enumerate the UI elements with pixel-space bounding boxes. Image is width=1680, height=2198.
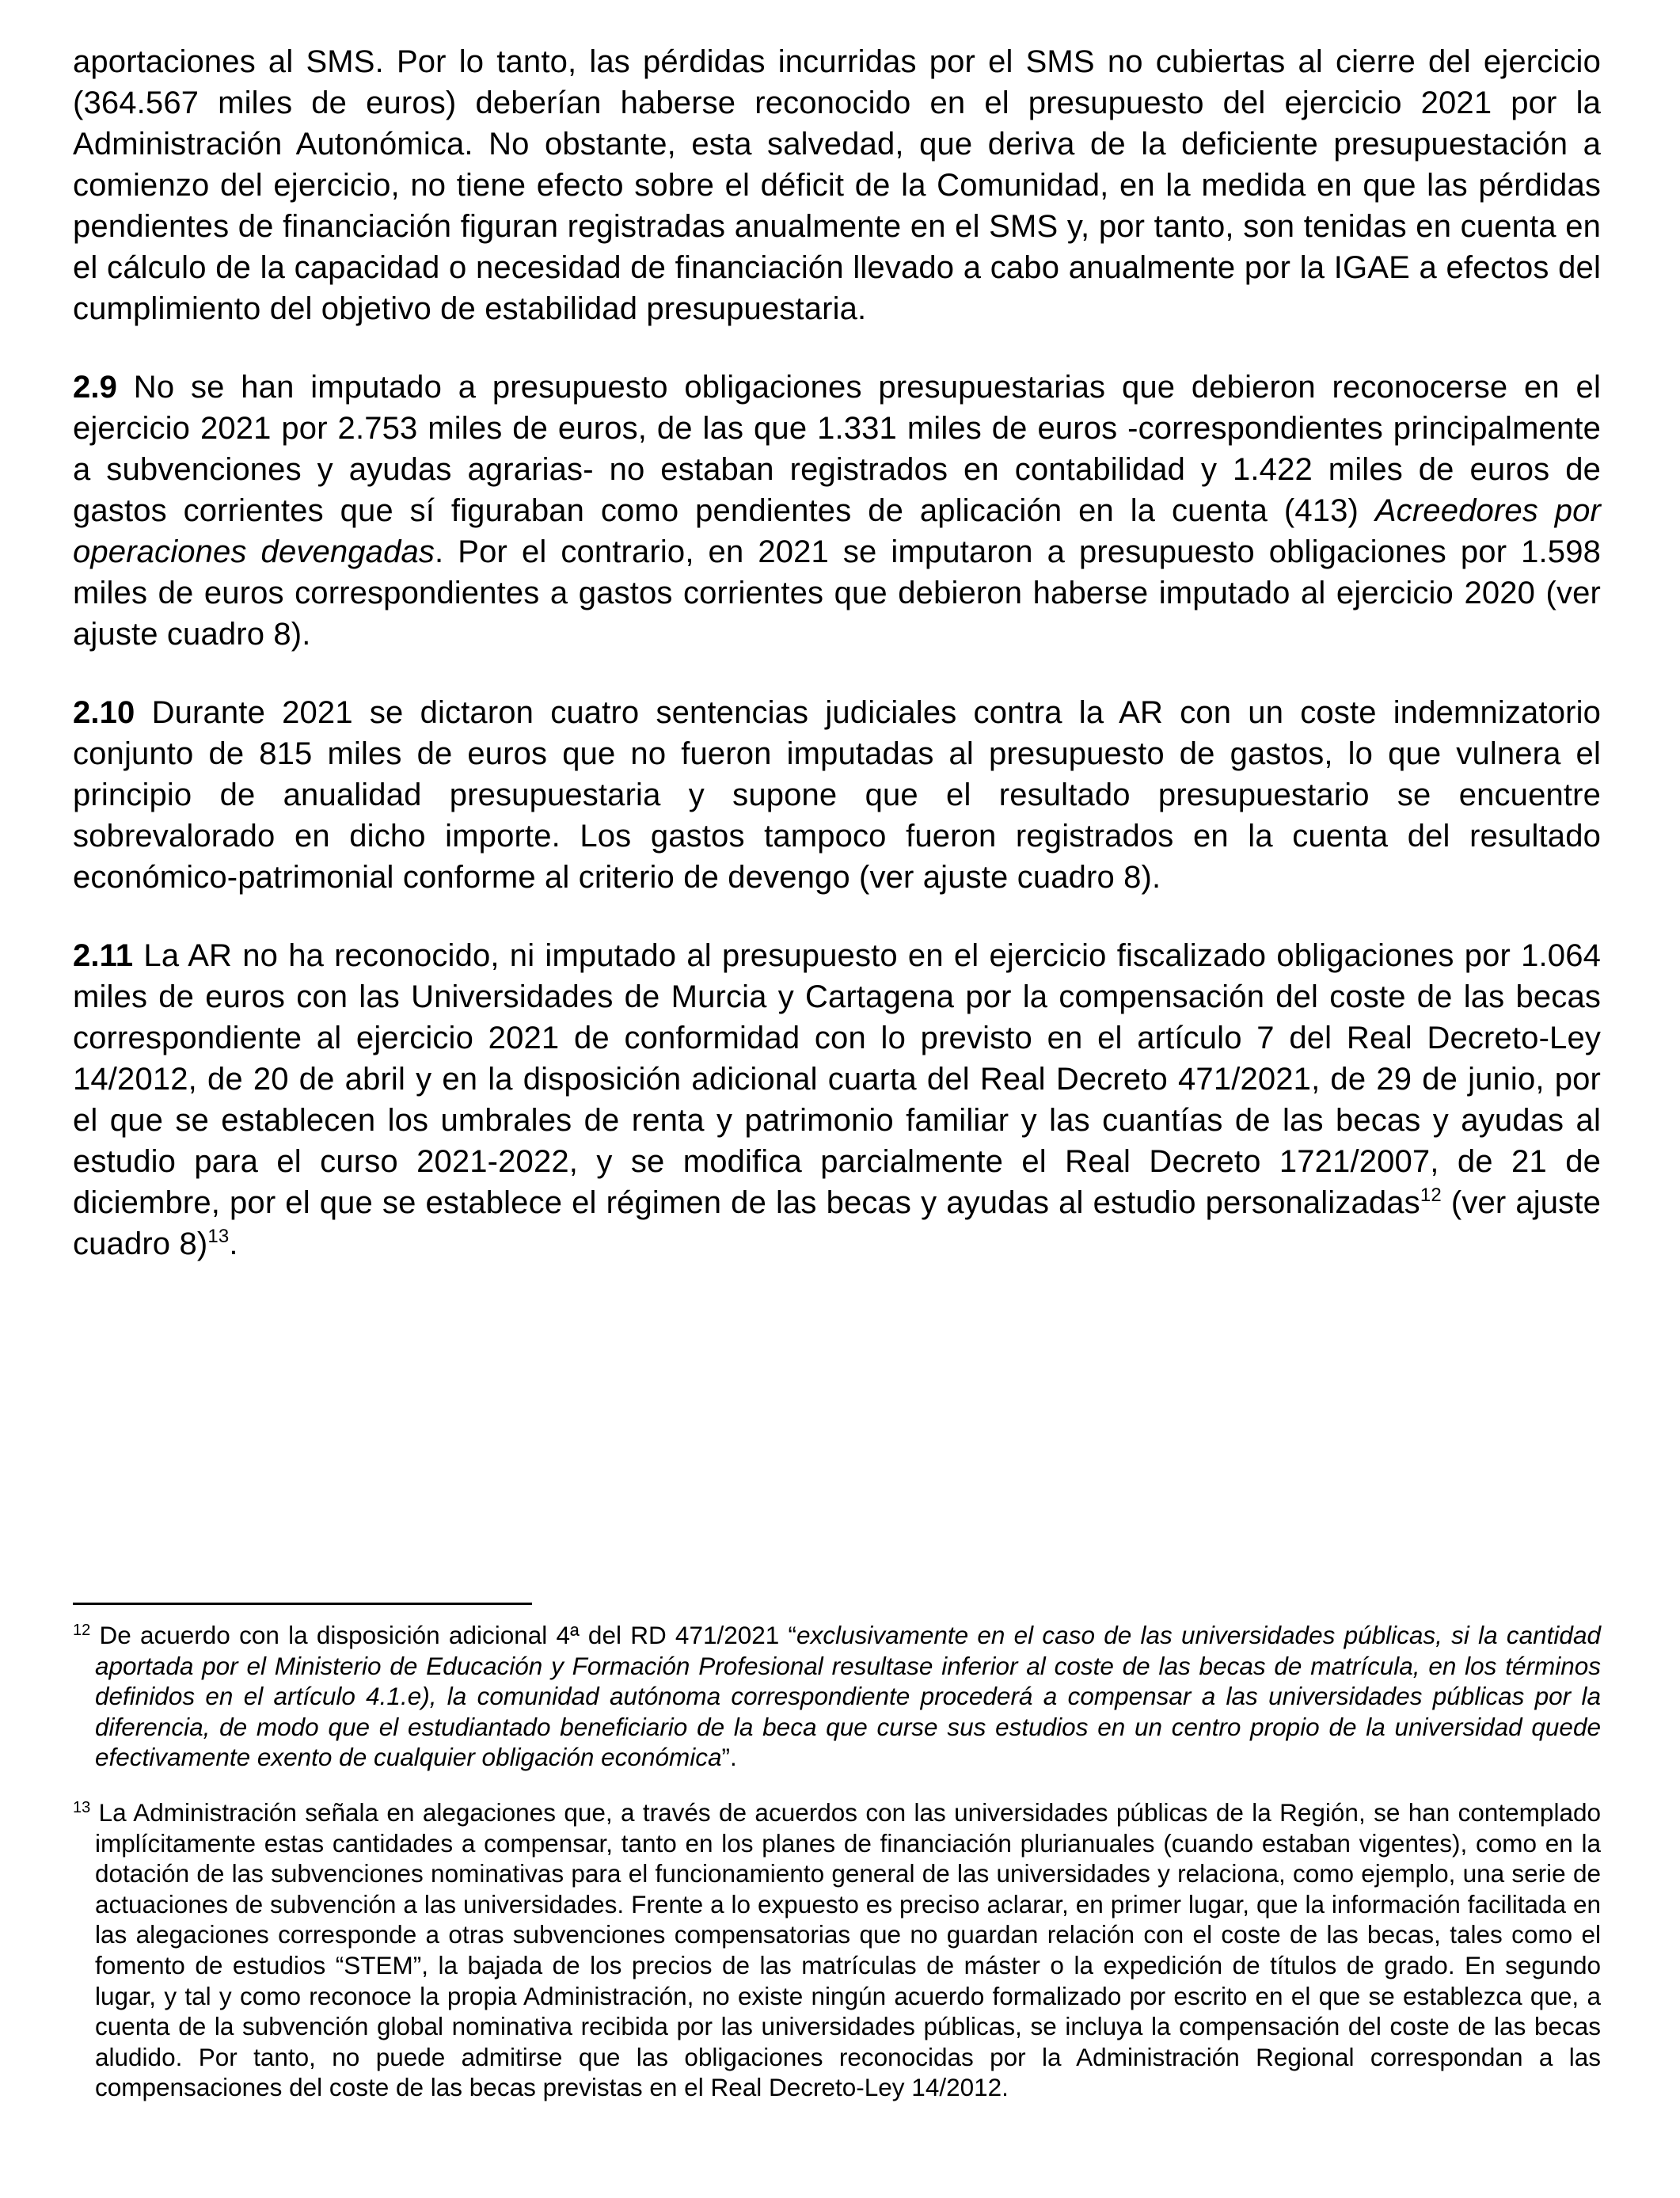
paragraph-2-9 — [73, 367, 1601, 655]
paragraph-text: Durante 2021 se dictaron cuatro sentencias judiciales contra la AR con un coste indemnizatorio conjunto de 815 miles de euros que no fueron imputadas al presupuesto de gastos, lo que vulnera el principio de anualidad presupuestaria y supone que el resultado presupuestario se encuentre sobrevalorado en dicho importe. Los gastos tampoco fueron registrados en la cuenta del resultado económico-patrimonial conforme al criterio de devengo (ver ajuste cuadro 8). — [73, 695, 1601, 895]
section-number: 2.11 — [73, 938, 134, 973]
paragraph-text: aportaciones al SMS. Por lo tanto, las pérdidas incurridas por el SMS no cubiertas al cierre del ejercicio (364.567 miles de euros) deberían haberse reconocido en el presupuesto del ejercicio 2021 por la Administración Autonómica. No obstante, esta salvedad, que deriva de la deficiente presupuestación a comienzo del ejercicio, no tiene efecto sobre el déficit de la Comunidad, en la medida en que las pérdidas pendientes de financiación figuran registradas anualmente en el SMS y, por tanto, son tenidas en cuenta en el cálculo de la capacidad o necesidad de financiación llevado a cabo anualmente por la IGAE a efectos del cumplimiento del objetivo de estabilidad presupuestaria. — [73, 44, 1601, 326]
footnote-12 — [73, 1620, 1601, 1773]
document-body — [73, 41, 1601, 1302]
footnote-text: La Administración señala en alegaciones que, a través de acuerdos con las universidades públicas de la Región, se han contemplado implícitamente estas cantidades a compensar, tanto en los planes de financiación plurianuales (cuando estaban vigentes), como en la dotación de las subvenciones nominativas para el funcionamiento general de las universidades y relaciona, como ejemplo, una serie de actuaciones de subvención a las universidades. Frente a lo expuesto es preciso aclarar, en primer lugar, que la información facilitada en las alegaciones corresponde a otras subvenciones compensatorias que no guardan relación con el coste de las becas, tales como el fomento de estudios “STEM”, la bajada de los precios de las matrículas de máster o la expedición de títulos de grado. En segundo lugar, y tal y como reconoce la propia Administración, no existe ningún acuerdo formalizado por escrito en el que se establezca que, a cuenta de la subvención global nominativa recibida por las universidades públicas, se incluya la compensación del coste de las becas aludido. Por tanto, no puede admitirse que las obligaciones reconocidas por la Administración Regional correspondan a las compensaciones del coste de las becas previstas en el Real Decreto-Ley 14/2012. — [90, 1797, 1601, 2102]
paragraph-text: . — [229, 1226, 238, 1261]
paragraph-text: . Por el contrario, en 2021 se imputaron a presupuesto obligaciones por 1.598 miles de euros correspondientes a gastos corrientes que debieron haberse imputado al ejercicio 2020 (ver ajuste cuadro 8). — [73, 534, 1601, 652]
section-number: 2.10 — [73, 695, 135, 730]
footnote-text: De acuerdo con la disposición adicional 4ª del RD 471/2021 “ — [90, 1621, 797, 1649]
footnote-ref-13[interactable]: 13 — [207, 1226, 230, 1247]
section-number: 2.9 — [73, 370, 118, 405]
paragraph-2-11 — [73, 935, 1601, 1264]
footnote-mark: 13 — [73, 1798, 91, 1816]
paragraph-text: La AR no ha reconocido, ni imputado al presupuesto en el ejercicio fiscalizado obligaciones por 1.064 miles de euros con las Universidades de Murcia y Cartagena por la compensación del coste de las becas correspondiente al ejercicio 2021 de conformidad con lo previsto en el artículo 7 del Real Decreto-Ley 14/2012, de 20 de abril y en la disposición adicional cuarta del Real Decreto 471/2021, de 29 de junio, por el que se establecen los umbrales de renta y patrimonio familiar y las cuantías de las becas y ayudas al estudio para el curso 2021-2022, y se modifica parcialmente el Real Decreto 1721/2007, de 21 de diciembre, por el que se establece el régimen de las becas y ayudas al estudio personalizadas — [73, 938, 1601, 1220]
paragraph-2-10 — [73, 692, 1601, 898]
paragraph-text: No se han imputado a presupuesto obligaciones presupuestarias que debieron reconocerse en el ejercicio 2021 por 2.753 miles de euros, de las que 1.331 miles de euros -correspondientes principalmente a subvenciones y ayudas agrarias- no estaban registrados en contabilidad y 1.422 miles de euros de gastos corrientes que sí figuraban como pendientes de aplicación en la cuenta (413) — [73, 370, 1601, 528]
footnote-text-tail: ”. — [721, 1743, 737, 1772]
account-name: Acreedores por operaciones devengadas — [73, 493, 1602, 569]
footnotes — [73, 1620, 1601, 2128]
footnote-ref-12[interactable]: 12 — [1420, 1185, 1442, 1206]
paragraph-text: (ver ajuste cuadro 8) — [73, 1185, 1601, 1261]
footnote-quote: exclusivamente en el caso de las universidades públicas, si la cantidad aportada por el Ministerio de Educación y Formación Profesional resultase inferior al coste de las becas de matrícula, en los términos definidos en el artículo 4.1.e), la comunidad autónoma correspondiente procederá a compensar a las universidades públicas por la diferencia, de modo que el estudiantado beneficiario de la beca que curse sus estudios en un centro propio de la universidad quede efectivamente exento de cualquier obligación económica — [95, 1621, 1601, 1772]
paragraph-sms-losses — [73, 41, 1601, 329]
footnote-13 — [73, 1797, 1601, 2103]
footnote-separator — [73, 1603, 532, 1605]
footnote-mark: 12 — [73, 1622, 91, 1639]
